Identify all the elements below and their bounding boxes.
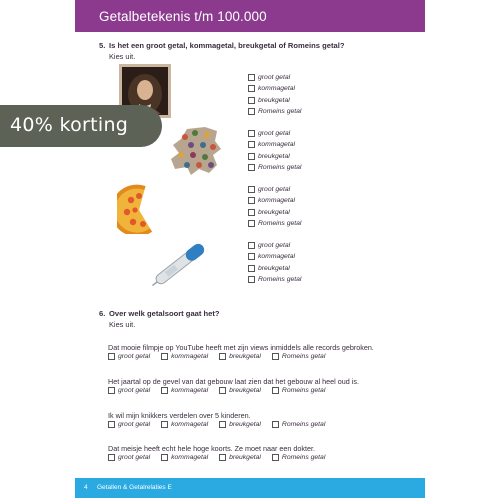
q6-item-2-options — [108, 387, 336, 394]
question-5-instruction: Kies uit. — [109, 52, 136, 61]
netherlands-map-image — [165, 125, 225, 177]
q6-item-4-option-3[interactable]: breukgetal — [219, 454, 261, 461]
checkbox[interactable] — [108, 421, 115, 428]
checkbox[interactable] — [272, 421, 279, 428]
q5-item-1-option-2[interactable]: kommagetal — [248, 83, 301, 94]
checkbox[interactable] — [248, 276, 255, 283]
checkbox[interactable] — [161, 353, 168, 360]
checkbox[interactable] — [248, 108, 255, 115]
page-header — [75, 0, 425, 32]
q6-item-4-option-4[interactable]: Romeins getal — [272, 454, 325, 461]
q6-item-3-option-3[interactable]: breukgetal — [219, 421, 261, 428]
checkbox[interactable] — [248, 153, 255, 160]
worksheet-page — [75, 0, 425, 498]
checkbox[interactable] — [248, 97, 255, 104]
q6-item-4-sentence: Dat meisje heeft echt hele hoge koorts. Ze moet naar een dokter. — [108, 444, 315, 453]
q6-item-2-option-1[interactable]: groot getal — [108, 387, 150, 394]
q5-item-2-option-2[interactable]: kommagetal — [248, 139, 301, 150]
q5-item-4-option-2[interactable]: kommagetal — [248, 251, 301, 262]
q5-item-3-options — [248, 184, 301, 229]
checkbox[interactable] — [248, 74, 255, 81]
checkbox[interactable] — [219, 387, 226, 394]
checkbox[interactable] — [219, 353, 226, 360]
q6-item-3-sentence: Ik wil mijn knikkers verdelen over 5 kinderen. — [108, 411, 251, 420]
checkbox[interactable] — [272, 353, 279, 360]
checkbox[interactable] — [248, 220, 255, 227]
q6-item-2-sentence: Het jaartal op de gevel van dat gebouw laat zien dat het gebouw al heel oud is. — [108, 377, 359, 386]
question-6-text: Over welk getalsoort gaat het? — [109, 309, 220, 318]
q5-item-3-option-4[interactable]: Romeins getal — [248, 218, 301, 229]
q5-item-2-options — [248, 128, 301, 173]
checkbox[interactable] — [248, 130, 255, 137]
q6-item-1-option-3[interactable]: breukgetal — [219, 353, 261, 360]
q5-item-4-option-1[interactable]: groot getal — [248, 240, 301, 251]
checkbox[interactable] — [108, 454, 115, 461]
checkbox[interactable] — [248, 85, 255, 92]
question-6-instruction: Kies uit. — [109, 320, 136, 329]
q6-item-4-options — [108, 454, 336, 461]
question-5-number: 5. — [99, 41, 106, 50]
q5-item-2-option-3[interactable]: breukgetal — [248, 151, 301, 162]
q5-item-4-option-3[interactable]: breukgetal — [248, 263, 301, 274]
q6-item-3-option-1[interactable]: groot getal — [108, 421, 150, 428]
checkbox[interactable] — [161, 454, 168, 461]
q6-item-1-sentence: Dat mooie filmpje op YouTube heeft met zijn views inmiddels alle records gebroken. — [108, 343, 374, 352]
q5-item-1-option-3[interactable]: breukgetal — [248, 95, 301, 106]
q6-item-1-options — [108, 353, 336, 360]
thermometer-image — [145, 240, 215, 288]
page-number: 4 — [84, 484, 88, 491]
q5-item-1-option-4[interactable]: Romeins getal — [248, 106, 301, 117]
q5-item-3-option-1[interactable]: groot getal — [248, 184, 301, 195]
q5-item-3-option-2[interactable]: kommagetal — [248, 195, 301, 206]
checkbox[interactable] — [248, 186, 255, 193]
checkbox[interactable] — [248, 265, 255, 272]
checkbox[interactable] — [161, 387, 168, 394]
pizza-slice-image — [117, 184, 159, 234]
q6-item-1-option-4[interactable]: Romeins getal — [272, 353, 325, 360]
checkbox[interactable] — [248, 141, 255, 148]
checkbox[interactable] — [219, 454, 226, 461]
q5-item-2-option-4[interactable]: Romeins getal — [248, 162, 301, 173]
q6-item-2-option-3[interactable]: breukgetal — [219, 387, 261, 394]
q6-item-3-option-4[interactable]: Romeins getal — [272, 421, 325, 428]
q5-item-4-option-4[interactable]: Romeins getal — [248, 274, 301, 285]
question-6-number: 6. — [99, 309, 106, 318]
footer-book-title: Getallen & Getalrelaties E — [97, 484, 172, 491]
checkbox[interactable] — [161, 421, 168, 428]
checkbox[interactable] — [219, 421, 226, 428]
checkbox[interactable] — [108, 387, 115, 394]
checkbox[interactable] — [248, 253, 255, 260]
discount-badge-label: 40% korting — [10, 114, 129, 136]
q6-item-4-option-2[interactable]: kommagetal — [161, 454, 208, 461]
q5-item-3-option-3[interactable]: breukgetal — [248, 207, 301, 218]
page-footer — [75, 478, 425, 498]
q6-item-4-option-1[interactable]: groot getal — [108, 454, 150, 461]
checkbox[interactable] — [108, 353, 115, 360]
checkbox[interactable] — [272, 454, 279, 461]
q6-item-2-option-2[interactable]: kommagetal — [161, 387, 208, 394]
q6-item-3-option-2[interactable]: kommagetal — [161, 421, 208, 428]
q5-item-1-option-1[interactable]: groot getal — [248, 72, 301, 83]
q6-item-1-option-1[interactable]: groot getal — [108, 353, 150, 360]
checkbox[interactable] — [248, 242, 255, 249]
checkbox[interactable] — [248, 209, 255, 216]
checkbox[interactable] — [272, 387, 279, 394]
checkbox[interactable] — [248, 164, 255, 171]
question-5-text: Is het een groot getal, kommagetal, breukgetal of Romeins getal? — [109, 41, 345, 50]
checkbox[interactable] — [248, 197, 255, 204]
q5-item-4-options — [248, 240, 301, 285]
q5-item-2-option-1[interactable]: groot getal — [248, 128, 301, 139]
q6-item-1-option-2[interactable]: kommagetal — [161, 353, 208, 360]
q5-item-1-options — [248, 72, 301, 117]
page-title: Getalbetekenis t/m 100.000 — [99, 9, 267, 24]
q6-item-2-option-4[interactable]: Romeins getal — [272, 387, 325, 394]
discount-badge — [0, 105, 162, 147]
q6-item-3-options — [108, 421, 336, 428]
